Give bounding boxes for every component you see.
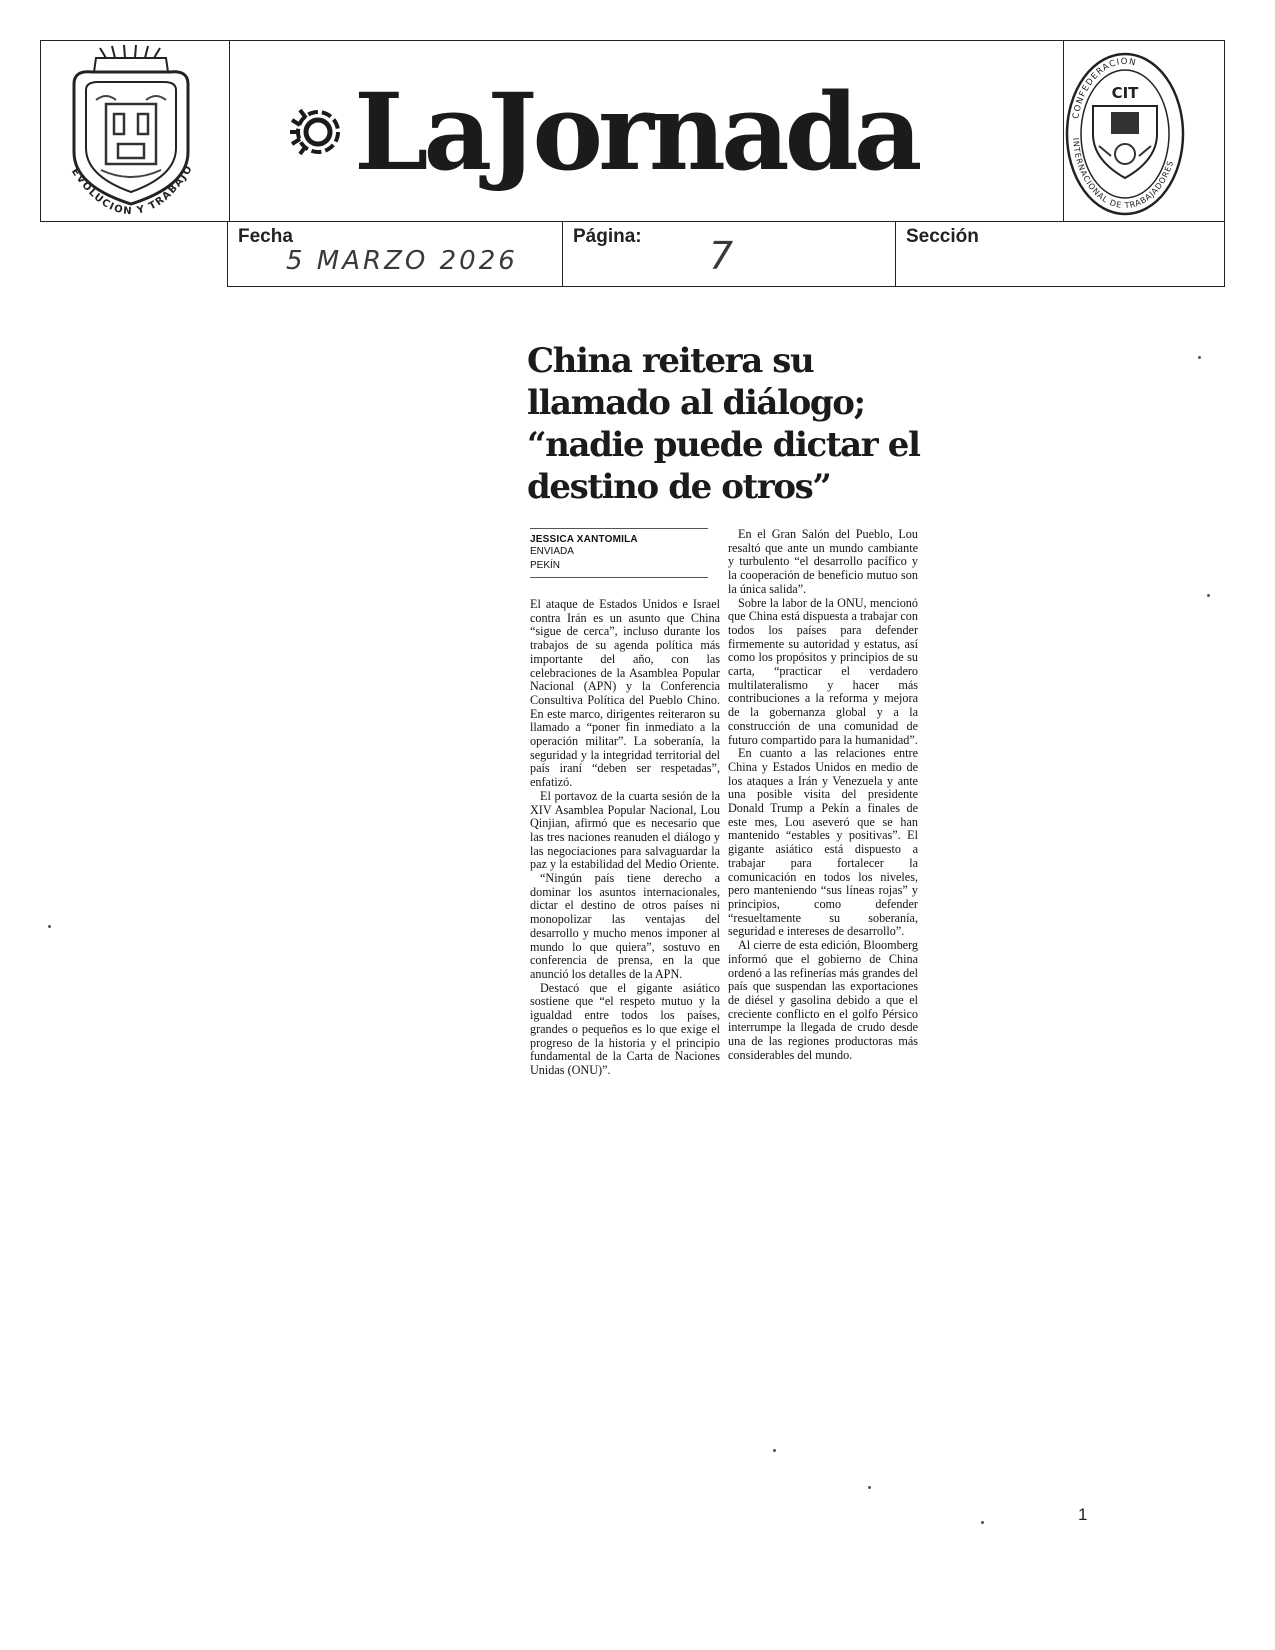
scan-speck: [773, 1449, 776, 1452]
article-paragraph: El portavoz de la cuarta sesión de la XIV Asamblea Popular Nacional, Lou Qinjian, afirmó que es necesario que las tres naciones reanuden el diálogo y las negociaciones para salvaguardar la paz y la estabilidad del Medio Oriente.: [530, 788, 720, 872]
scan-speck: [1207, 594, 1210, 597]
cit-confederation-logo: [1063, 50, 1187, 218]
byline-location: PEKÍN: [530, 560, 561, 571]
byline: [530, 528, 708, 578]
article-clipping: [527, 340, 937, 508]
article-headline: China reitera su llamado al diálogo; “nadie puede dictar el destino de otros”: [527, 341, 920, 507]
pagina-value: 7: [709, 234, 737, 278]
logo-left-caption: EVOLUCION Y TRABAJO: [68, 162, 196, 218]
fecha-value: 5 MARZO 2026: [286, 246, 518, 276]
header-divider-left: [229, 41, 230, 221]
svg-text:EVOLUCION Y TRABAJO: [69, 163, 196, 217]
byline-role: ENVIADA: [530, 546, 574, 557]
pagina-cell: [562, 222, 896, 286]
sun-icon: [280, 100, 344, 164]
union-shield-logo: [56, 44, 206, 220]
article-paragraph: Al cierre de esta edición, Bloomberg informó que el gobierno de China ordenó a las refinerías más grandes del país que suspendan las exportaciones de diésel y gasolina debido a que el creciente conflicto en el golfo Pérsico interrumpe la llegada de crudo desde una de las regiones productoras más considerables del mundo.: [728, 938, 918, 1062]
newspaper-title: LaJornada: [354, 69, 918, 194]
newspaper-masthead: [280, 62, 1000, 202]
article-paragraph: El ataque de Estados Unidos e Israel contra Irán es un asunto que China “sigue de cerca”, incluso durante los trabajos de su agenda política más importante del año, con las celebraciones de la Asamblea Popular Nacional (APN) y la Conferencia Consultiva Política del Pueblo Chino. En este marco, dirigentes reiteraron su llamado a “poner fin inmediato a la operación militar”. La soberanía, la seguridad y la integridad territorial del país iraní “deben ser respetadas”, enfatizó.: [530, 597, 720, 790]
fecha-cell: [228, 222, 562, 286]
pagina-label: Página:: [573, 226, 642, 247]
metadata-row: [227, 222, 1225, 287]
logo-right-bottom-text: INTERNACIONAL DE TRABAJADORES: [1071, 137, 1176, 211]
scan-speck: [868, 1486, 871, 1489]
logo-right-center-text: CIT: [1111, 84, 1139, 102]
article-paragraph: Destacó que el gigante asiático sostiene que “el respeto mutuo y la igualdad entre todos los países, grandes o pequeños es lo que exige el progreso de la historia y el principio fundamental de la Carta de Naciones Unidas (ONU)”.: [530, 980, 720, 1077]
scan-speck: [1198, 356, 1201, 359]
page-number: 1: [1078, 1505, 1088, 1524]
seccion-label: Sección: [906, 226, 979, 247]
article-column-left: [530, 528, 720, 1078]
seccion-cell: [895, 222, 1224, 286]
article-paragraph: Sobre la labor de la ONU, mencionó que China está dispuesta a trabajar con todos los países para defender firmemente su autoridad y estatus, así como los propósitos y principios de su carta, “practicar el verdadero multilateralismo y hacer más contribuciones a la reforma y mejora de la gobernanza global y a la construcción de una comunidad de futuro compartido para la humanidad”.: [728, 595, 918, 747]
logo-right-top-text: CONFEDERACION: [1071, 56, 1138, 120]
article-paragraph: “Ningún país tiene derecho a dominar los asuntos internacionales, dictar el destino de otros países ni monopolizar las ventajas del desarrollo y mucho menos imponer al mundo lo que quiera”, sostuvo en conferencia de prensa, en la que anunció los detalles de la APN.: [530, 871, 720, 981]
fecha-label: Fecha: [238, 226, 293, 247]
scan-speck: [981, 1521, 984, 1524]
scan-speck: [48, 925, 51, 928]
byline-author: JESSICA XANTOMILA: [530, 534, 638, 545]
article-column-right: [728, 528, 918, 1062]
article-paragraph: En el Gran Salón del Pueblo, Lou resaltó que ante un mundo cambiante y turbulento “el desarrollo pacífico y la cooperación de beneficio mutuo son la única salida”.: [728, 527, 918, 596]
article-body: [530, 528, 940, 1140]
article-paragraph: En cuanto a las relaciones entre China y Estados Unidos en medio de los ataques a Irán y Venezuela y ante una posible visita del presidente Donald Trump a Pekín a finales de este mes, Lou aseveró que se han mantenido “estables y positivas”. El gigante asiático está dispuesto a trabajar para fortalecer la comunicación en todos los niveles, pero manteniendo “sus líneas rojas” y principios, como defender “resueltamente su soberanía, seguridad e intereses de desarrollo”.: [728, 746, 918, 939]
